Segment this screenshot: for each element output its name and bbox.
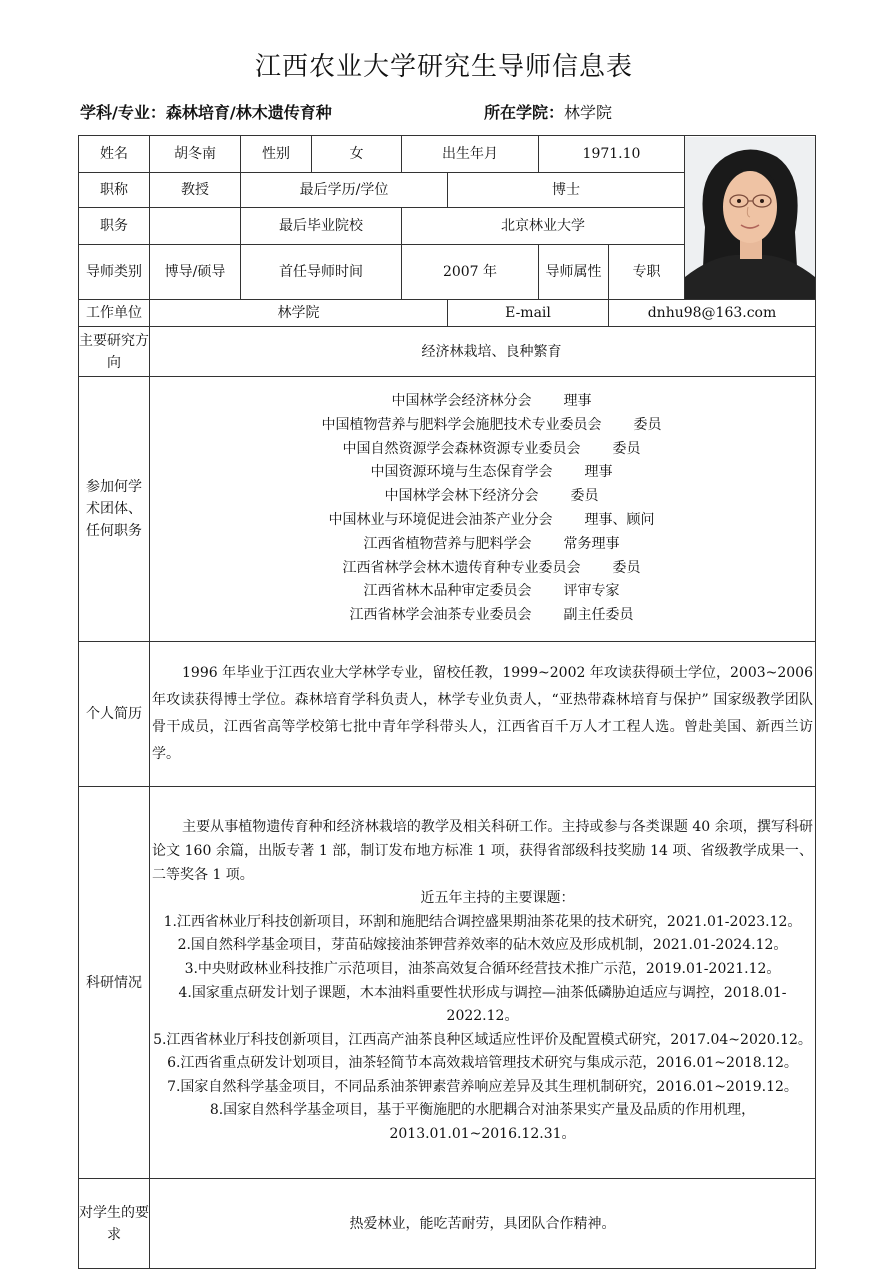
requirement-value: 热爱林业，能吃苦耐劳，具团队合作精神。: [150, 1179, 816, 1269]
bio-text: 1996 年毕业于江西农业大学林学专业，留校任教，1999~2002 年攻读获得硕士学位，2003~2006 年攻读获得博士学位。森林培育学科负责人，林学专业负责人，“亚热带森林培育与保护” 国家级教学团队骨干成员，江西省高等学校第七批中青年学科带头人，江西省百千万人才工程人选。曾赴美国、新西兰访学。: [152, 665, 813, 762]
societies-list: [150, 382, 815, 636]
position-label: 职务: [79, 208, 150, 245]
society-item: 中国植物营养与肥料学会施肥技术专业委员会 委员: [321, 416, 662, 433]
name-label: 姓名: [79, 136, 150, 173]
requirement-label: 对学生的要求: [79, 1179, 150, 1269]
discipline-label: 学科/专业：: [80, 103, 166, 122]
society-item: 中国自然资源学会森林资源专业委员会 委员: [342, 440, 641, 457]
societies-label: 参加何学术团体、任何职务: [79, 377, 150, 642]
email-label: E-mail: [448, 300, 609, 327]
project-item: 2.国自然科学基金项目，芽苗砧嫁接油茶钾营养效率的砧木效应及形成机制，2021.01-2024.12。: [177, 937, 788, 954]
birth-value: 1971.10: [539, 136, 685, 173]
society-item: 江西省植物营养与肥料学会 常务理事: [363, 535, 620, 552]
first-time-value: 2007 年: [402, 245, 539, 300]
society-item: 江西省林木品种审定委员会 评审专家: [363, 583, 620, 600]
gender-label: 性别: [241, 136, 312, 173]
info-table: [78, 135, 816, 1269]
photo-cell: [685, 136, 816, 300]
tutor-type-label: 导师类别: [79, 245, 150, 300]
position-value: [150, 208, 241, 245]
society-item: 江西省林学会油茶专业委员会 副主任委员: [349, 607, 634, 624]
society-item: 中国林学会林下经济分会 委员: [384, 488, 599, 505]
project-item: 8.国家自然科学基金项目，基于平衡施肥的水肥耦合对油茶果实产量及品质的作用机理，2013.01.01~2016.12.31。: [209, 1102, 756, 1143]
society-item: 中国林业与环境促进会油茶产业分会 理事、顾问: [328, 512, 655, 528]
title-label: 职称: [79, 173, 150, 208]
discipline-value: 森林培育/林木遗传育种: [165, 103, 332, 122]
tutor-attr-label: 导师属性: [539, 245, 609, 300]
college-label: 所在学院：: [484, 103, 565, 122]
research-direction-label: 主要研究方向: [79, 327, 150, 377]
research-direction-value: 经济林栽培、良种繁育: [150, 327, 816, 377]
degree-label: 最后学历/学位: [241, 173, 448, 208]
work-unit-value: 林学院: [150, 300, 448, 327]
page-title: 江西农业大学研究生导师信息表: [254, 52, 633, 82]
title-value: 教授: [150, 173, 241, 208]
society-item: 中国林学会经济林分会 理事: [391, 393, 592, 410]
portrait-photo: [685, 137, 815, 299]
gender-value: 女: [312, 136, 402, 173]
projects-title: 近五年主持的主要课题：: [420, 890, 575, 907]
research-content: [150, 810, 815, 1154]
degree-value: 博士: [448, 173, 685, 208]
tutor-type-value: 博导/硕导: [150, 245, 241, 300]
societies-cell: [150, 377, 816, 642]
society-item: 中国资源环境与生态保育学会 理事: [370, 464, 613, 481]
first-time-label: 首任导师时间: [241, 245, 402, 300]
project-item: 1.江西省林业厅科技创新项目，环割和施肥结合调控盛果期油茶花果的技术研究，2021.01-2023.12。: [163, 913, 802, 930]
research-summary: 主要从事植物遗传育种和经济林栽培的教学及相关科研工作。主持或参与各类课题 40 余项，撰写科研论文 160 余篇，出版专著 1 部，制订发布地方标准 1 项，获得省部级科技奖励 14 项、省级教学成果一、二等奖各 1 项。: [152, 819, 813, 883]
discipline-line: [80, 100, 332, 123]
project-item: 5.江西省林业厅科技创新项目，江西高产油茶良种区域适应性评价及配置模式研究，2017.04~2020.12。: [153, 1031, 812, 1048]
work-unit-label: 工作单位: [79, 300, 150, 327]
school-value: 北京林业大学: [402, 208, 685, 245]
college-value: 林学院: [564, 103, 613, 122]
name-value: 胡冬南: [150, 136, 241, 173]
birth-label: 出生年月: [402, 136, 539, 173]
school-label: 最后毕业院校: [241, 208, 402, 245]
tutor-attr-value: 专职: [609, 245, 685, 300]
project-item: 6.江西省重点研发计划项目，油茶轻简节本高效栽培管理技术研究与集成示范，2016.01~2018.12。: [167, 1055, 798, 1072]
research-label: 科研情况: [79, 787, 150, 1179]
project-item: 7.国家自然科学基金项目，不同品系油茶钾素营养响应差异及其生理机制研究，2016.01~2019.12。: [167, 1078, 798, 1095]
society-item: 江西省林学会林木遗传育种专业委员会 委员: [342, 559, 641, 576]
college-line: [484, 100, 612, 123]
research-cell: [150, 787, 816, 1179]
bio-label: 个人简历: [79, 642, 150, 787]
project-item: 4.国家重点研发计划子课题，木本油料重要性状形成与调控—油茶低磷胁迫适应与调控，2018.01-2022.12。: [178, 984, 787, 1025]
project-item: 3.中央财政林业科技推广示范项目，油茶高效复合循环经营技术推广示范，2019.01-2021.12。: [184, 960, 781, 977]
bio-cell: [150, 642, 816, 787]
email-value: dnhu98@163.com: [609, 300, 816, 327]
